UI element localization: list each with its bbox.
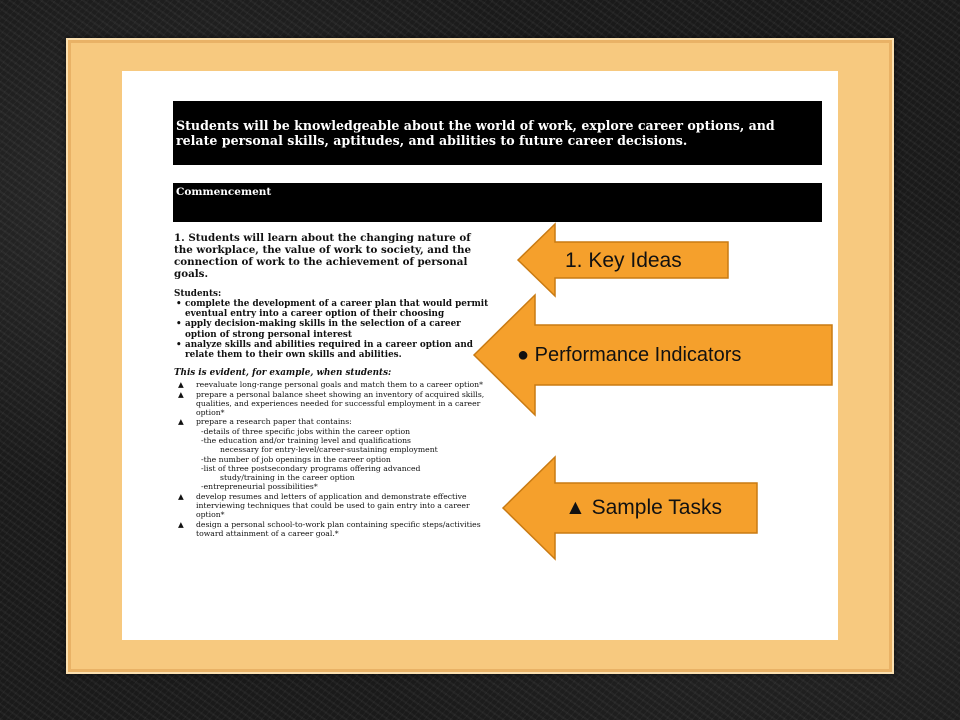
sub-item: study/training in the career option	[220, 473, 355, 483]
triangle-icon: ▲	[178, 491, 184, 501]
list-item: • analyze skills and abilities required in a career option and relate them to their own skills and abilities.	[176, 339, 473, 361]
evident-label: This is evident, for example, when students:	[174, 368, 392, 379]
list-item: ▲ prepare a research paper that contains: -details of three specific jobs within the career option -the education and/or training level and qualifications necessary for entry-level/career-sustaining employment -the number of job openings in the career option -list of three postsecondary programs offering advanced study/training in the career option -entrepreneurial possibilities*	[174, 417, 492, 491]
performance-indicators-callout	[473, 294, 833, 416]
list-item: ▲ develop resumes and letters of application and demonstrate effective interviewing techniques that could be used to gain entry into a career option*	[178, 491, 470, 520]
key-ideas-label: 1. Key Ideas	[565, 249, 682, 272]
sub-item: -details of three specific jobs within the career option	[201, 426, 411, 436]
triangle-icon: ▲	[178, 417, 184, 427]
sample-task-list	[174, 380, 492, 538]
standard-banner	[173, 101, 822, 165]
list-item: ▲ prepare a personal balance sheet showing an inventory of acquired skills, qualities, and experiences needed for successful employment in a career option*	[178, 389, 485, 418]
sub-item: -entrepreneurial possibilities*	[201, 482, 318, 492]
level-banner	[173, 183, 822, 222]
sample-tasks-callout	[502, 456, 758, 560]
key-ideas-callout	[517, 223, 729, 297]
triangle-icon: ▲	[178, 380, 184, 390]
triangle-icon: ▲	[178, 519, 184, 529]
sub-item: necessary for entry-level/career-sustaining employment	[220, 445, 438, 455]
bullet-icon: •	[176, 339, 182, 350]
performance-indicator-list	[174, 299, 492, 360]
triangle-icon: ▲	[178, 389, 184, 399]
bullet-icon: •	[176, 299, 182, 309]
list-item: • complete the development of a career plan that would permit eventual entry into a career option of their choosing	[176, 299, 489, 320]
sample-tasks-label: ▲ Sample Tasks	[565, 496, 722, 519]
bullet-icon: •	[176, 319, 182, 330]
sub-item: -the education and/or training level and qualifications	[201, 436, 411, 445]
sub-item: -the number of job openings in the career option	[201, 454, 391, 464]
standard-text: Students will be knowledgeable about the world of work, explore career options, and relate personal skills, aptitudes, and abilities to future career decisions.	[176, 118, 775, 148]
students-label: Students:	[174, 289, 222, 299]
list-item: ▲ reevaluate long-range personal goals and match them to a career option*	[178, 380, 483, 390]
list-item: • apply decision-making skills in the selection of a career option of strong personal interest	[176, 319, 461, 340]
key-idea-text: 1. Students will learn about the changing nature of the workplace, the value of work to society, and the connection of work to the achievement of personal goals.	[174, 232, 472, 280]
list-item: ▲ design a personal school-to-work plan containing specific steps/activities toward attainment of a career goal.*	[178, 519, 481, 538]
performance-indicators-label: ● Performance Indicators	[517, 344, 742, 366]
document-content	[174, 232, 492, 538]
level-text: Commencement	[176, 186, 272, 198]
sub-item: -list of three postsecondary programs offering advanced	[201, 463, 421, 473]
